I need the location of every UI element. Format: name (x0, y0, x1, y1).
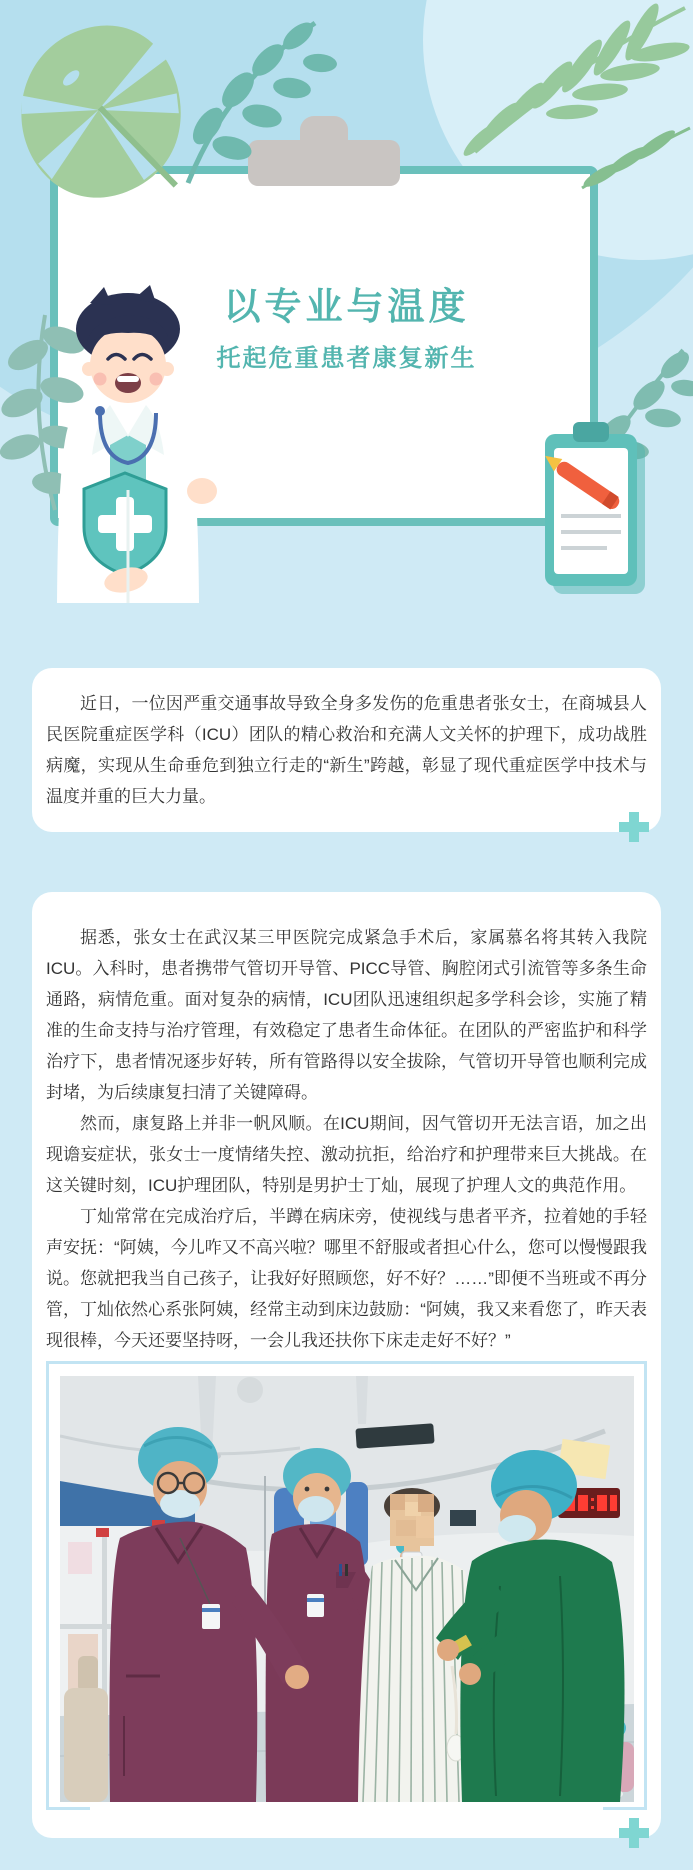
header-banner (0, 0, 693, 668)
story-paragraph: 丁灿常常在完成治疗后，半蹲在病床旁，使视线与患者平齐，拉着她的手轻声安抚：“阿姨，今儿咋又不高兴啦？哪里不舒服或者担心什么，您可以慢慢跟我说。您就把我当自己孩子，让我好好照顾您，好不好？……”即便不当班或不再分管，丁灿依然心系张阿姨，经常主动到床边鼓励：“阿姨，我又来看您了，昨天表现很棒，今天还要坚持呀，一会儿我还扶你下床走走好不好？” (46, 1207, 647, 1350)
plus-icon (619, 1818, 649, 1848)
frame-corner (603, 1807, 647, 1810)
icu-staff-assisting-patient-photo (60, 1376, 634, 1802)
story-card (32, 892, 661, 1838)
photo-frame (46, 1361, 647, 1810)
article-subtitle: 托起危重患者康复新生 (216, 345, 477, 372)
plus-icon (619, 812, 649, 842)
clipboard-clip-icon (248, 140, 400, 186)
frame-corner (46, 1807, 90, 1810)
article-title: 以专业与温度 (223, 286, 470, 327)
story-paragraph: 据悉，张女士在武汉某三甲医院完成紧急手术后，家属慕名将其转入我院ICU。入科时，患者携带气管切开导管、PICC导管、胸腔闭式引流管等多条生命通路，病情危重。面对复杂的病情，ICU团队迅速组织起多学科会诊，实施了精准的生命支持与治疗管理，有效稳定了患者生命体征。在团队的严密监护和科学治疗下，患者情况逐步好转，所有管路得以安全拔除，气管切开导管也顺利完成封堵，为后续康复扫清了关键障碍。 (46, 928, 647, 1102)
intro-card (32, 668, 661, 832)
story-paragraph: 然而，康复路上并非一帆风顺。在ICU期间，因气管切开无法言语，加之出现谵妄症状，张女士一度情绪失控、激动抗拒，给治疗和护理带来巨大挑战。在这关键时刻，ICU护理团队，特别是男护士丁灿，展现了护理人文的典范作用。 (46, 1114, 647, 1195)
intro-paragraph: 近日，一位因严重交通事故导致全身多发伤的危重患者张女士，在商城县人民医院重症医学科（ICU）团队的精心救治和充满人文关怀的护理下，成功战胜病魔，实现从生命垂危到独立行走的“新生”跨越，彰显了现代重症医学中技术与温度并重的巨大力量。 (46, 694, 647, 806)
